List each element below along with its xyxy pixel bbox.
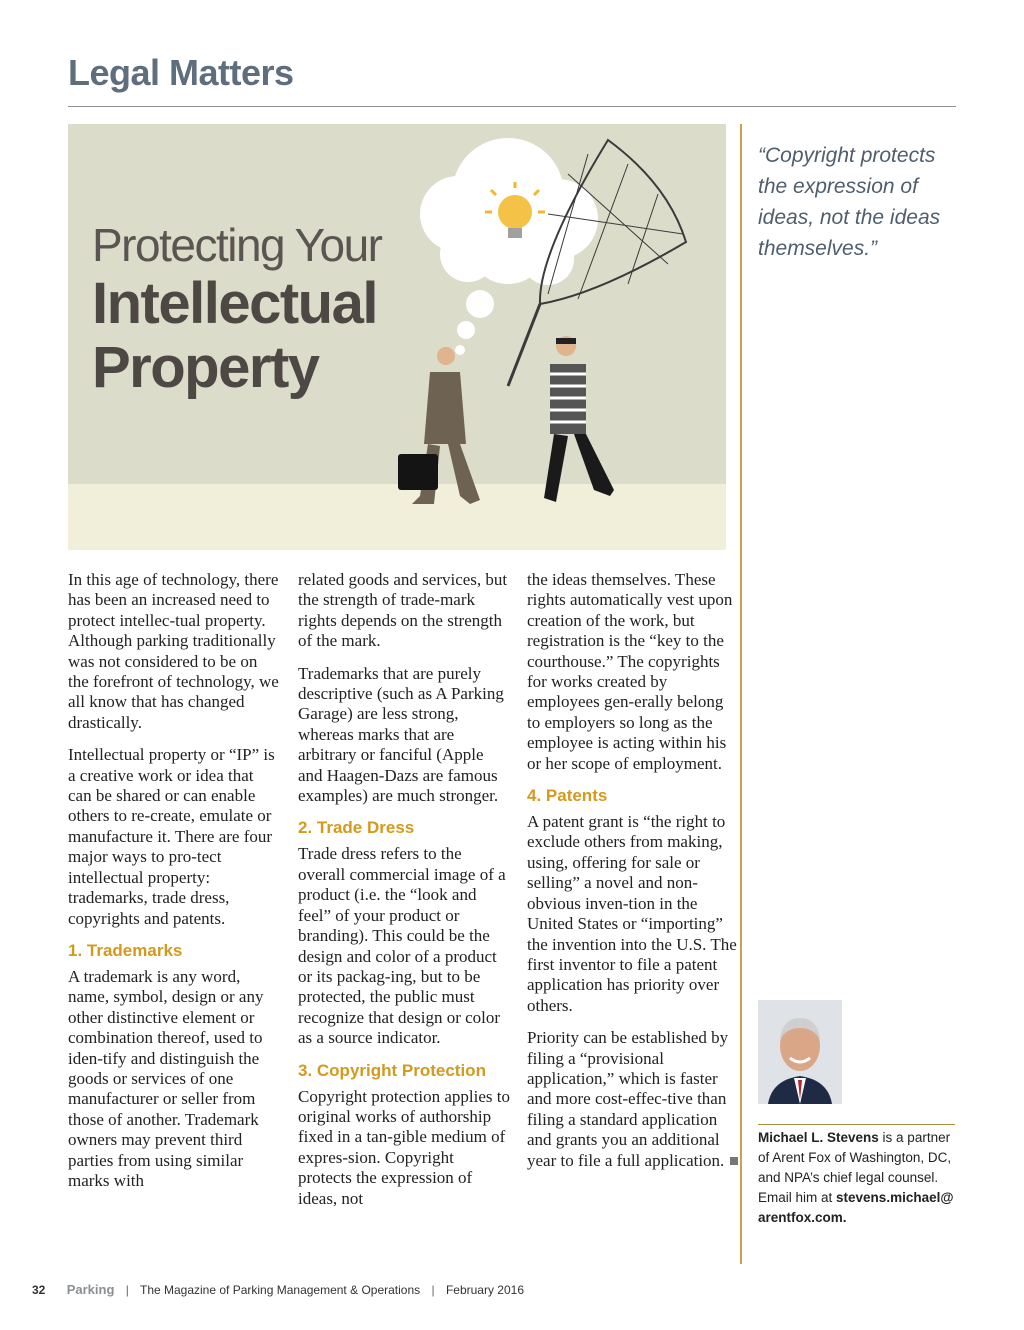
page-number: 32 [32,1283,46,1297]
author-photo [758,1000,842,1104]
footer-separator: | [125,1283,129,1297]
author-portrait [758,1000,842,1104]
page-footer [32,1282,524,1297]
paragraph: A trademark is any word, name, symbol, design or any other distinctive element or combination thereof, used to iden-tify and distinguish the goods or services of one manufacturer or seller from those of another. Trademark owners may prevent third parties from using similar marks with [68,966,264,1190]
paragraph: the ideas themselves. These rights automatically vest upon creation of the work, but registration is the “key to the courthouse.” The copyrights for works created by employees gen-erally belong to employers so long as the employee is acting within his or her scope of employment. [527,570,733,773]
pull-quote: “Copyright protects the expression of ideas, not the ideas themselves.” [758,144,941,260]
hero-title-line3: Property [92,335,319,400]
thief-figure [544,336,614,502]
magazine-name: Parking [66,1282,115,1297]
paragraph: In this age of technology, there has been an increased need to protect intellec-tual property. Although parking traditionally was not considered to be on the forefront of technology, we all know that has changed drastically. [68,570,279,732]
article-column-2 [298,570,510,1221]
author-description: is a partner of Arent Fox of Washington, DC, and NPA’s chief legal counsel. Email him at [758,1130,952,1205]
section-heading-copyright: 3. Copyright Protection [298,1060,486,1080]
paragraph-final [527,1028,739,1171]
author-email: stevens.michael@ arentfox.com. [758,1190,954,1225]
footer-separator: | [431,1283,435,1297]
issue-date: February 2016 [445,1283,524,1297]
hero-illustration [68,124,726,550]
paragraph: Copyright protection applies to original works of authorship fixed in a tan-gible medium of expres-sion. Copyright protects the expression of ideas, not [298,1086,510,1208]
magazine-subtitle: The Magazine of Parking Management & Operations [139,1283,421,1297]
author-name: Michael L. Stevens [758,1130,879,1145]
paragraph: related goods and services, but the strength of trade-mark rights depends on the strength of the mark. [298,570,508,651]
section-heading-patents: 4. Patents [527,786,608,806]
sidebar-divider [740,124,742,1264]
hero-title-line2: Intellectual [92,271,377,336]
author-divider [758,1124,955,1125]
section-title: Legal Matters [68,52,294,93]
article-column-3 [527,570,739,1183]
section-heading-trade-dress: 2. Trade Dress [298,818,415,838]
paragraph: A patent grant is “the right to exclude others from making, using, offering for sale or selling” a novel and non-obvious inven-tion in the United States or “importing” the invention into the U.S. The first inventor to file a patent application has priority over others. [527,812,737,1015]
end-mark-icon [730,1157,738,1165]
hero-title-line1: Protecting Your [92,219,382,271]
author-bio [758,1128,958,1228]
header-divider [68,106,956,107]
paragraph: Trade dress refers to the overall commercial image of a product (i.e. the “look and feel” of your product or branding). This could be the design and color of a product or its packag-ing, but to be protected, the public must recognize that design or color as a source indicator. [298,844,506,1048]
section-heading-trademarks: 1. Trademarks [68,940,183,960]
paragraph: Trademarks that are purely descriptive (such as A Parking Garage) are less strong, whereas marks that are arbitrary or fanciful (Apple and Haagen-Dazs are famous examples) are much stronger. [298,663,504,806]
article-column-1 [68,570,280,1203]
businessman-figure [398,347,480,504]
paragraph-text: Priority can be established by filing a “provisional application,” which is faster and more cost-effec-tive than filing a standard application and grants you an additional year to file a full application. [527,1028,729,1170]
paragraph: Intellectual property or “IP” is a creative work or idea that can be shared or can enable others to re-create, emulate or manufacture it. There are four major ways to pro-tect intellectual property: trademarks, trade dress, copyrights and patents. [68,745,275,928]
